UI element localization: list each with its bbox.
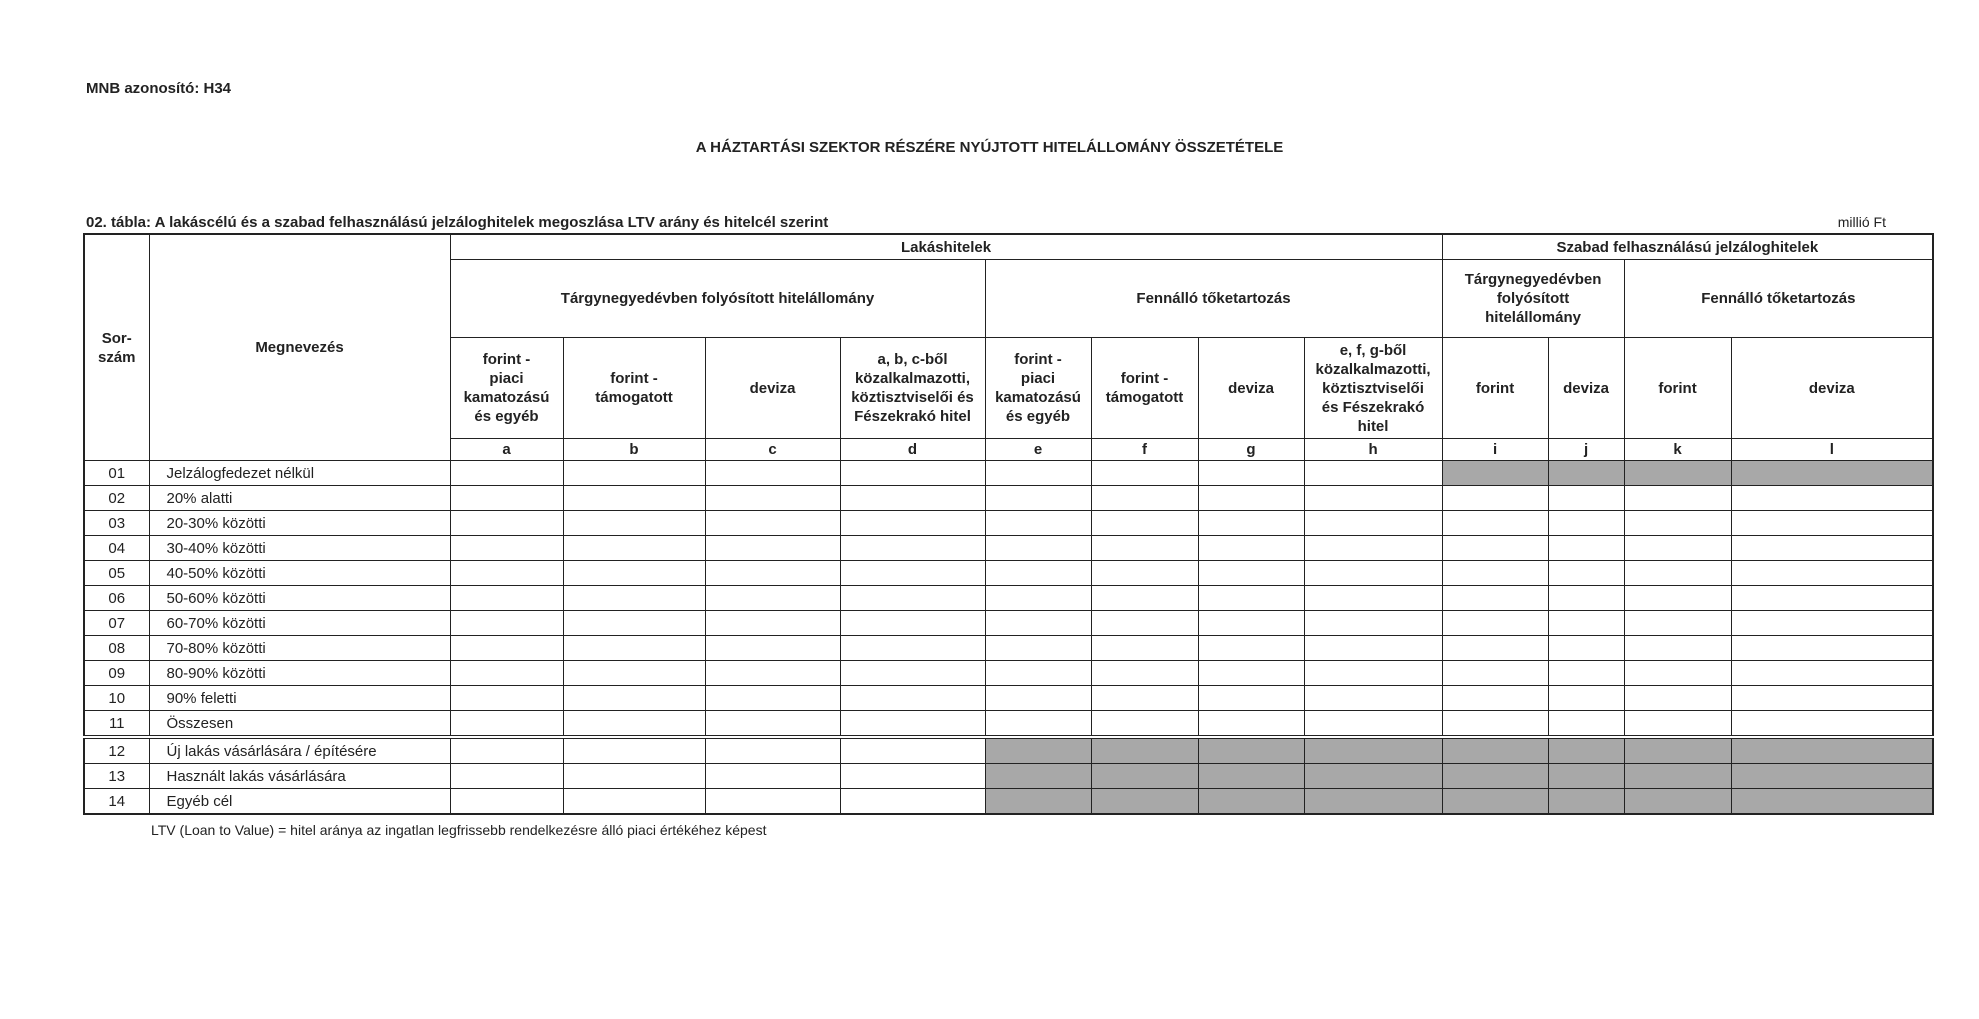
col-header-i: forint [1442,338,1548,439]
data-cell[interactable] [705,789,840,815]
data-cell[interactable] [840,486,985,511]
data-cell[interactable] [1198,686,1304,711]
disabled-cell [1624,737,1731,764]
row-number: 14 [84,789,149,815]
row-number: 03 [84,511,149,536]
data-cell[interactable] [705,737,840,764]
data-cell[interactable] [705,711,840,738]
disabled-cell [1304,789,1442,815]
disabled-cell [1548,789,1624,815]
data-cell[interactable] [1624,536,1731,561]
row-number: 12 [84,737,149,764]
disabled-cell [1731,789,1933,815]
disabled-cell [1198,789,1304,815]
data-cell[interactable] [1548,686,1624,711]
data-cell[interactable] [1198,636,1304,661]
disabled-cell [1091,789,1198,815]
data-cell[interactable] [1091,536,1198,561]
data-cell[interactable] [1198,586,1304,611]
data-cell[interactable] [1731,486,1933,511]
disabled-cell [1624,789,1731,815]
data-cell[interactable] [1442,711,1548,738]
table-row [84,611,1933,636]
page-title: A HÁZTARTÁSI SZEKTOR RÉSZÉRE NYÚJTOTT HITELÁLLOMÁNY ÖSSZETÉTELE [695,139,1284,156]
data-cell[interactable] [1731,586,1933,611]
data-cell[interactable] [1304,686,1442,711]
data-cell[interactable] [450,737,563,764]
data-cell[interactable] [1442,561,1548,586]
data-cell[interactable] [1442,636,1548,661]
data-cell[interactable] [1091,711,1198,738]
data-cell[interactable] [563,636,705,661]
col-letter-b: b [563,439,705,461]
data-cell[interactable] [1548,511,1624,536]
col-header-d: a, b, c-ből közalkalmazotti, köztisztviselői és Fészekrakó hitel [840,338,985,439]
table-row [84,737,1933,764]
data-cell[interactable] [1548,711,1624,738]
col-header-a: forint - piaci kamatozású és egyéb [450,338,563,439]
disabled-cell [985,737,1091,764]
data-cell[interactable] [1198,511,1304,536]
mnb-identifier: MNB azonosító: H34 [86,80,232,97]
data-cell[interactable] [450,561,563,586]
disabled-cell [1442,737,1548,764]
table-row [84,536,1933,561]
disabled-cell [1624,461,1731,486]
megnevezes-header: Megnevezés [149,234,450,461]
table-row [84,586,1933,611]
data-cell[interactable] [450,511,563,536]
disabled-cell [985,764,1091,789]
data-cell[interactable] [1198,661,1304,686]
data-cell[interactable] [1091,586,1198,611]
disabled-cell [1731,737,1933,764]
data-cell[interactable] [1548,561,1624,586]
data-cell[interactable] [1731,711,1933,738]
data-cell[interactable] [1548,486,1624,511]
data-cell[interactable] [1624,711,1731,738]
data-cell[interactable] [985,711,1091,738]
row-label: 60-70% közötti [149,611,450,636]
row-label: 30-40% közötti [149,536,450,561]
data-cell[interactable] [1091,686,1198,711]
data-cell[interactable] [1624,636,1731,661]
disabled-cell [1091,737,1198,764]
data-cell[interactable] [1091,561,1198,586]
col-letter-f: f [1091,439,1198,461]
data-cell[interactable] [1091,661,1198,686]
data-cell[interactable] [985,536,1091,561]
table-row [84,511,1933,536]
disabled-cell [1548,461,1624,486]
data-cell[interactable] [1442,586,1548,611]
data-cell[interactable] [563,461,705,486]
data-cell[interactable] [1548,536,1624,561]
data-cell[interactable] [1442,536,1548,561]
data-cell[interactable] [985,461,1091,486]
data-cell[interactable] [563,561,705,586]
table-row [84,561,1933,586]
data-cell[interactable] [450,536,563,561]
data-cell[interactable] [985,561,1091,586]
data-cell[interactable] [1304,536,1442,561]
disabled-cell [1442,789,1548,815]
disabled-cell [1198,764,1304,789]
data-cell[interactable] [1304,661,1442,686]
data-cell[interactable] [450,764,563,789]
data-cell[interactable] [1548,586,1624,611]
col-header-j: deviza [1548,338,1624,439]
data-cell[interactable] [450,711,563,738]
table-row [84,486,1933,511]
row-label: Összesen [149,711,450,738]
data-cell[interactable] [1304,511,1442,536]
row-number: 01 [84,461,149,486]
data-cell[interactable] [1091,486,1198,511]
unit-label: millió Ft [1837,214,1886,230]
data-cell[interactable] [840,711,985,738]
data-cell[interactable] [985,511,1091,536]
data-cell[interactable] [1731,511,1933,536]
disabled-cell [985,789,1091,815]
data-cell[interactable] [705,486,840,511]
col-letter-l: l [1731,439,1933,461]
data-cell[interactable] [563,764,705,789]
row-number: 05 [84,561,149,586]
col-letter-e: e [985,439,1091,461]
data-cell[interactable] [563,511,705,536]
data-cell[interactable] [1548,611,1624,636]
data-cell[interactable] [985,611,1091,636]
col-header-g: deviza [1198,338,1304,439]
data-cell[interactable] [840,686,985,711]
data-cell[interactable] [450,611,563,636]
data-cell[interactable] [563,536,705,561]
data-cell[interactable] [840,789,985,815]
data-cell[interactable] [1198,461,1304,486]
data-cell[interactable] [1304,486,1442,511]
targynegyedev-szabad-header: Tárgynegyedévben folyósított hitelállomány [1442,260,1624,338]
col-header-e: forint - piaci kamatozású és egyéb [985,338,1091,439]
ltv-table [83,233,1934,815]
sorszam-header: Sor- szám [84,234,149,461]
data-cell[interactable] [1198,536,1304,561]
szabad-header: Szabad felhasználású jelzáloghitelek [1442,234,1933,260]
data-cell[interactable] [705,636,840,661]
data-cell[interactable] [1091,461,1198,486]
data-cell[interactable] [705,461,840,486]
row-number: 07 [84,611,149,636]
row-label: 50-60% közötti [149,586,450,611]
row-label: 40-50% közötti [149,561,450,586]
data-cell[interactable] [563,661,705,686]
disabled-cell [1442,764,1548,789]
disabled-cell [1198,737,1304,764]
col-header-k: forint [1624,338,1731,439]
data-cell[interactable] [840,511,985,536]
data-cell[interactable] [1198,711,1304,738]
row-number: 13 [84,764,149,789]
data-cell[interactable] [1091,611,1198,636]
col-header-f: forint - támogatott [1091,338,1198,439]
data-cell[interactable] [705,536,840,561]
col-letter-a: a [450,439,563,461]
row-number: 11 [84,711,149,738]
row-number: 08 [84,636,149,661]
data-cell[interactable] [840,586,985,611]
data-cell[interactable] [450,486,563,511]
data-cell[interactable] [1304,611,1442,636]
data-cell[interactable] [1624,686,1731,711]
row-label: Jelzálogfedezet nélkül [149,461,450,486]
row-number: 10 [84,686,149,711]
table-row [84,461,1933,486]
col-letter-h: h [1304,439,1442,461]
data-cell[interactable] [705,511,840,536]
data-cell[interactable] [450,636,563,661]
data-cell[interactable] [1442,661,1548,686]
data-cell[interactable] [1731,661,1933,686]
data-cell[interactable] [1731,611,1933,636]
data-cell[interactable] [1442,686,1548,711]
data-cell[interactable] [1091,636,1198,661]
data-cell[interactable] [1548,661,1624,686]
data-cell[interactable] [450,661,563,686]
data-cell[interactable] [563,586,705,611]
data-cell[interactable] [1731,536,1933,561]
data-cell[interactable] [1198,486,1304,511]
data-cell[interactable] [705,561,840,586]
row-label: Egyéb cél [149,789,450,815]
disabled-cell [1304,764,1442,789]
data-cell[interactable] [985,636,1091,661]
ltv-footnote: LTV (Loan to Value) = hitel aránya az ingatlan legfrissebb rendelkezésre álló piaci értékéhez képest [151,822,767,838]
data-cell[interactable] [1198,561,1304,586]
row-label: 80-90% közötti [149,661,450,686]
disabled-cell [1624,764,1731,789]
disabled-cell [1548,737,1624,764]
col-letter-d: d [840,439,985,461]
data-cell[interactable] [1442,511,1548,536]
row-label: 20-30% közötti [149,511,450,536]
table-row [84,789,1933,815]
data-cell[interactable] [1304,636,1442,661]
data-cell[interactable] [450,586,563,611]
data-cell[interactable] [840,461,985,486]
data-cell[interactable] [450,789,563,815]
data-cell[interactable] [1624,486,1731,511]
data-cell[interactable] [563,611,705,636]
data-cell[interactable] [1304,461,1442,486]
data-cell[interactable] [985,486,1091,511]
data-cell[interactable] [1198,611,1304,636]
disabled-cell [1731,764,1933,789]
data-cell[interactable] [985,661,1091,686]
data-cell[interactable] [450,461,563,486]
data-cell[interactable] [705,764,840,789]
data-cell[interactable] [1731,636,1933,661]
row-number: 09 [84,661,149,686]
data-cell[interactable] [840,636,985,661]
disabled-cell [1304,737,1442,764]
data-cell[interactable] [985,586,1091,611]
data-cell[interactable] [1304,586,1442,611]
data-cell[interactable] [1624,586,1731,611]
data-cell[interactable] [1548,636,1624,661]
col-letter-k: k [1624,439,1731,461]
data-cell[interactable] [840,561,985,586]
data-cell[interactable] [1731,561,1933,586]
row-label: 70-80% közötti [149,636,450,661]
data-cell[interactable] [1304,711,1442,738]
row-number: 02 [84,486,149,511]
table-row [84,661,1933,686]
fennallo-header: Fennálló tőketartozás [985,260,1442,338]
data-cell[interactable] [450,686,563,711]
data-cell[interactable] [563,737,705,764]
data-cell[interactable] [705,611,840,636]
table-row [84,636,1933,661]
table-caption: 02. tábla: A lakáscélú és a szabad felhasználású jelzáloghitelek megoszlása LTV arány és hitelcél szerint [86,214,829,231]
data-cell[interactable] [1304,561,1442,586]
col-letter-i: i [1442,439,1548,461]
data-cell[interactable] [985,686,1091,711]
data-cell[interactable] [1442,611,1548,636]
data-cell[interactable] [840,536,985,561]
data-cell[interactable] [705,586,840,611]
disabled-cell [1442,461,1548,486]
data-cell[interactable] [1442,486,1548,511]
row-number: 04 [84,536,149,561]
table-row [84,711,1933,738]
data-cell[interactable] [840,764,985,789]
col-header-l: deviza [1731,338,1933,439]
row-label: 20% alatti [149,486,450,511]
row-label: Új lakás vásárlására / építésére [149,737,450,764]
data-cell[interactable] [1091,511,1198,536]
disabled-cell [1091,764,1198,789]
targynegyedev-header: Tárgynegyedévben folyósított hitelállomány [450,260,985,338]
data-cell[interactable] [563,711,705,738]
data-cell[interactable] [1624,561,1731,586]
data-cell[interactable] [563,686,705,711]
data-cell[interactable] [1731,686,1933,711]
disabled-cell [1548,764,1624,789]
data-cell[interactable] [563,486,705,511]
data-cell[interactable] [840,661,985,686]
col-letter-j: j [1548,439,1624,461]
col-header-h: e, f, g-ből közalkalmazotti, köztisztviselői és Fészekrakó hitel [1304,338,1442,439]
data-cell[interactable] [840,611,985,636]
col-header-c: deviza [705,338,840,439]
col-letter-g: g [1198,439,1304,461]
lakashitelek-header: Lakáshitelek [450,234,1442,260]
row-label: 90% feletti [149,686,450,711]
data-cell[interactable] [1624,661,1731,686]
data-cell[interactable] [705,661,840,686]
table-row [84,764,1933,789]
data-cell[interactable] [563,789,705,815]
fennallo-szabad-header: Fennálló tőketartozás [1624,260,1933,338]
table-row [84,686,1933,711]
disabled-cell [1731,461,1933,486]
col-letter-c: c [705,439,840,461]
data-cell[interactable] [1624,511,1731,536]
row-label: Használt lakás vásárlására [149,764,450,789]
row-number: 06 [84,586,149,611]
data-cell[interactable] [705,686,840,711]
data-cell[interactable] [840,737,985,764]
data-cell[interactable] [1624,611,1731,636]
col-header-b: forint - támogatott [563,338,705,439]
